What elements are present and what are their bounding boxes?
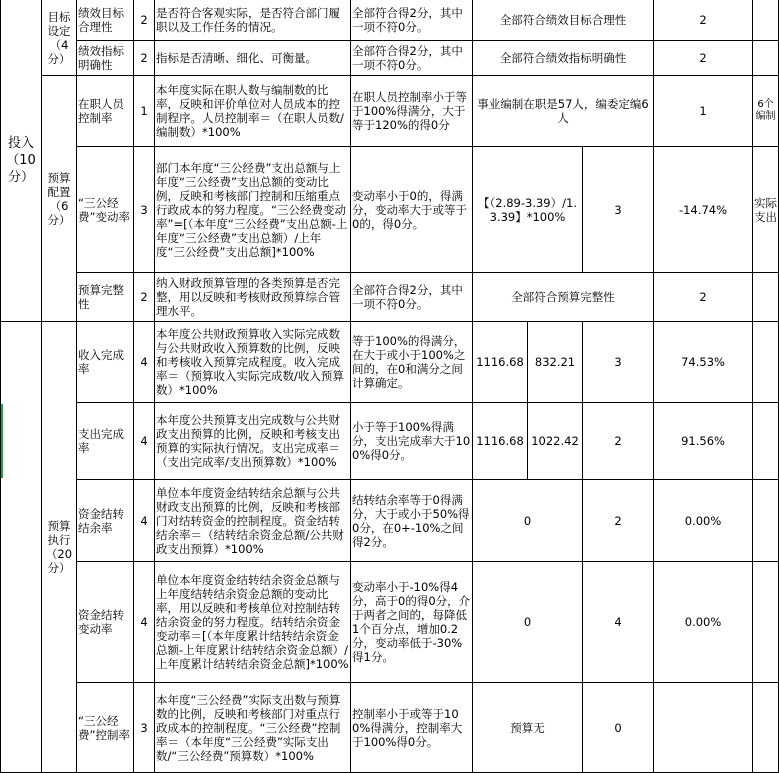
scoring-criteria: 等于100%的得满分，在大于或小于100%之间的，在0和满分之间计算确定。 xyxy=(351,322,473,403)
scoring-criteria: 控制率小于或等于100%得满分，控制率大于100%得0分。 xyxy=(351,683,473,773)
scoring-criteria: 在职人员控制率小于等于100%得满分，大于等于120%的得0分 xyxy=(351,76,473,147)
scoring-criteria: 变动率小于0的，得满分，变动率大于或等于0的，得0分。 xyxy=(351,147,473,273)
indicator-definition: 单位本年度资金结转结余资金总额与上年度结转结余资金总额的变动比率，用以反映和考核单位对控制结转结余资金的努力程度。结转结余资金变动率＝[（本年度累计结转结余资金总额-上年度累计结转结余资金总额）/上年度累计结转结余资金总额]*100% xyxy=(155,562,351,683)
actual-value: 全部符合绩效指标明确性 xyxy=(473,41,654,76)
table-row xyxy=(1,683,779,773)
indicator-name: 资金结转变动率 xyxy=(77,562,134,683)
indicator-definition: 本年度“三公经费”实际支出数与预算数的比例，反映和考核部门对重点行政成本的控制程度。“三公经费”控制率＝（本年度“三公经费”实际支出数/“三公经费”预算数）*100% xyxy=(155,683,351,773)
rate: 74.53% xyxy=(654,322,753,403)
scoring-criteria: 结转结余率等于0得满分，大于或小于50%得0分，在0+-10%之间得2分。 xyxy=(351,480,473,562)
indicator-definition: 本年度公共预算支出完成数与公共财政支出预算的比例，反映和考核支出预算的实际执行情况。支出完成率＝（支出完成率/支出预算数）*100% xyxy=(155,403,351,480)
table-row xyxy=(1,41,779,76)
indicator-name: “三公经费”变动率 xyxy=(77,147,134,273)
actual-value: 0 xyxy=(473,562,583,683)
weight: 4 xyxy=(134,562,155,683)
actual-value: 0 xyxy=(473,480,583,562)
actual-value: 事业编制在职是57人，编委定编6人 xyxy=(473,76,654,147)
rate: 0.00% xyxy=(654,562,753,683)
actual-amount: 832.21 xyxy=(528,322,583,403)
weight: 2 xyxy=(134,41,155,76)
indicator-definition: 指标是否清晰、细化、可衡量。 xyxy=(155,41,351,76)
indicator-name: 收入完成率 xyxy=(77,322,134,403)
indicator-name: 资金结转结余率 xyxy=(77,480,134,562)
table-row xyxy=(1,76,779,147)
score: 3 xyxy=(583,322,654,403)
rate: 91.56% xyxy=(654,403,753,480)
indicator-definition: 单位本年度资金结转结余总额与公共财政支出预算的比例，反映和考核部门对结转资金的控制程度。资金结转结余率＝（结转结余资金总额/公共财政支出预算）*100% xyxy=(155,480,351,562)
scoring-criteria: 变动率小于-10%得4分，高于0的得0分，介于两者之间的，每降低1个百分点，增加0.2分，变动率低于-30%得1分。 xyxy=(351,562,473,683)
indicator-name: 预算完整性 xyxy=(77,273,134,322)
score: 4 xyxy=(583,562,654,683)
section-input: 投入（10分） xyxy=(1,0,42,322)
budget-amount: 1116.68 xyxy=(473,403,528,480)
indicator-definition: 部门本年度“三公经费”支出总额与上年度“三公经费”支出总额的变动比例，反映和考核部门控制和压缩重点行政成本的努力程度。“三公经费变动率”=[（本年度“三公经费”支出总额-上年度“三公经费”支出总额）/上年度“三公经费”支出总额]*100% xyxy=(155,147,351,273)
score: 2 xyxy=(583,403,654,480)
actual-value: 【（2.89-3.39）/1.3.39】*100% xyxy=(473,147,583,273)
actual-value: 预算无 xyxy=(473,683,583,773)
rate: 0.00% xyxy=(654,480,753,562)
scoring-criteria: 小于等于100%得满分，支出完成率大于100%得0分。 xyxy=(351,403,473,480)
section-budget-allocation: 预算配置（6分） xyxy=(42,76,77,322)
score: 3 xyxy=(583,147,654,273)
weight: 4 xyxy=(134,403,155,480)
table-row xyxy=(1,403,779,480)
table-row xyxy=(1,147,779,273)
score: 0 xyxy=(583,683,654,773)
indicator-name: “三公经费”控制率 xyxy=(77,683,134,773)
indicator-name: 绩效目标合理性 xyxy=(77,0,134,41)
indicator-name: 绩效指标明确性 xyxy=(77,41,134,76)
table-row xyxy=(1,0,779,41)
weight: 4 xyxy=(134,480,155,562)
weight: 3 xyxy=(134,683,155,773)
weight: 4 xyxy=(134,322,155,403)
indicator-definition: 本年度公共财政预算收入实际完成数与公共财政收入预算数的比例，反映和考核收入预算完成程度。收入完成率＝（预算收入实际完成数/收入预算数）*100% xyxy=(155,322,351,403)
section-target-setting: 目标设定（4分） xyxy=(42,0,77,76)
score: 1 xyxy=(654,76,753,147)
table-row xyxy=(1,322,779,403)
rate: -14.74% xyxy=(654,147,753,273)
budget-amount: 1116.68 xyxy=(473,322,528,403)
table-row xyxy=(1,273,779,322)
note: 6个编制 xyxy=(753,76,779,147)
indicator-definition: 本年度实际在职人数与编制数的比率，反映和评价单位对人员成本的控制程序。人员控制率＝（在职人员数/编制数）*100% xyxy=(155,76,351,147)
score: 2 xyxy=(583,480,654,562)
actual-value: 全部符合预算完整性 xyxy=(473,273,654,322)
section-budget-execution: 预算执行（20分） xyxy=(42,322,77,773)
note: 实际支出 xyxy=(753,147,779,273)
table-row xyxy=(1,562,779,683)
score: 2 xyxy=(654,0,753,41)
indicator-definition: 是否符合客观实际，是否符合部门履职以及工作任务的情况。 xyxy=(155,0,351,41)
weight: 2 xyxy=(134,0,155,41)
scoring-criteria: 全部符合得2分，其中一项不符0分。 xyxy=(351,41,473,76)
weight: 1 xyxy=(134,76,155,147)
score: 2 xyxy=(654,41,753,76)
weight: 2 xyxy=(134,273,155,322)
indicator-name: 支出完成率 xyxy=(77,403,134,480)
actual-value: 全部符合绩效目标合理性 xyxy=(473,0,654,41)
weight: 3 xyxy=(134,147,155,273)
scoring-criteria: 全部符合得2分，其中一项不符0分。 xyxy=(351,0,473,41)
indicator-name: 在职人员控制率 xyxy=(77,76,134,147)
score: 2 xyxy=(654,273,753,322)
table-row xyxy=(1,480,779,562)
indicator-definition: 纳入财政预算管理的各类预算是否完整，用以反映和考核财政预算综合管理水平。 xyxy=(155,273,351,322)
actual-amount: 1022.42 xyxy=(528,403,583,480)
scoring-criteria: 全部符合得2分，其中一项不符0分。 xyxy=(351,273,473,322)
